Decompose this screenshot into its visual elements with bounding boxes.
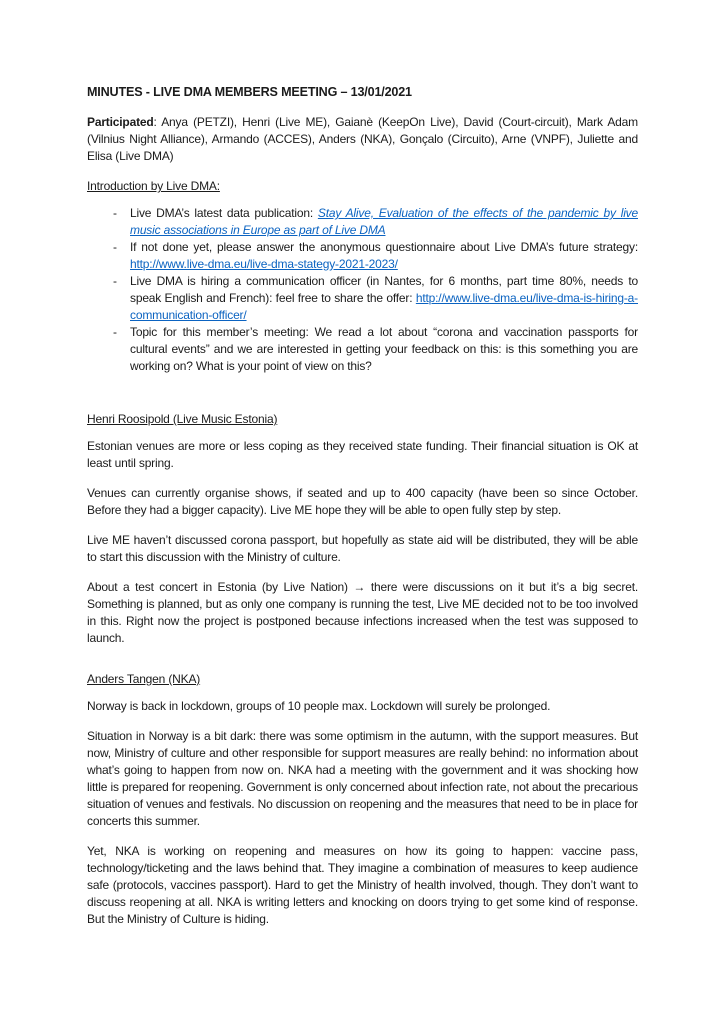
bullet-content: [130, 273, 638, 324]
paragraph: Estonian venues are more or less coping as they received state funding. Their financial situation is OK at least until spring.: [87, 439, 638, 470]
stay-alive-publication-link[interactable]: Stay Alive, Evaluation of the effects of the pandemic by live music associations in Europe as part of Live DMA: [130, 206, 638, 237]
bullet-dash: -: [113, 325, 117, 339]
hiring-offer-link[interactable]: http://www.live-dma.eu/live-dma-is-hiring-a-communication-officer/: [130, 291, 638, 322]
bullet-dash: -: [113, 240, 117, 254]
bullet-content: [130, 205, 638, 239]
paragraph: Yet, NKA is working on reopening and measures on how its going to happen: vaccine pass, technology/ticketing and the laws behind that. They imagine a combination of measures to keep audience safe (protocols, vaccines passport). Hard to get the Ministry of health involved, though. They don’t want to discuss reopening at all. NKA is writing letters and knocking on doors trying to get some kind of response. But the Ministry of Culture is hiding.: [87, 844, 638, 926]
paragraph: About a test concert in Estonia (by Live Nation) → there were discussions on it but it’s a big secret. Something is planned, but as only one company is running the test, Live ME decided not to be too involved in this. Right now the project is postponed because infections increased when the test was supposed to launch.: [87, 580, 638, 645]
bullet-dash: -: [113, 206, 117, 220]
bullet-content: [130, 324, 638, 375]
list-item: [113, 239, 638, 273]
paragraph: Norway is back in lockdown, groups of 10 people max. Lockdown will surely be prolonged.: [87, 699, 551, 713]
participants-label: Participated: [87, 115, 154, 129]
bullet-text: Live DMA’s latest data publication:: [130, 206, 318, 220]
participants-text: : Anya (PETZI), Henri (Live ME), Gaianè (KeepOn Live), David (Court-circuit), Mark Adam (Vilnius Night Alliance), Armando (ACCES), Anders (NKA), Gonçalo (Circuito), Arne (VNPF), Juliette and Elisa (Live DMA): [87, 115, 638, 163]
bullet-content: [130, 239, 638, 273]
list-item: [113, 273, 638, 324]
paragraph: Situation in Norway is a bit dark: there was some optimism in the autumn, with the support measures. But now, Ministry of culture and other responsible for support measures are really behind: no information about what’s going to happen from now on. NKA had a meeting with the government and it was shocking how little is prepared for reopening. Government is only concerned about infection rate, not about the precarious situation of venues and festivals. No discussion on reopening and the measures that need to be in place for concerts this summer.: [87, 729, 638, 828]
list-item: [113, 324, 638, 375]
paragraph: Live ME haven’t discussed corona passport, but hopefully as state aid will be distributed, they will be able to start this discussion with the Ministry of culture.: [87, 533, 638, 564]
bullet-text: Topic for this member’s meeting: We read a lot about “corona and vaccination passports for cultural events” and we are interested in getting your feedback on this: is this something you are working on? What is your point of view on this?: [130, 325, 638, 373]
document-title: MINUTES - LIVE DMA MEMBERS MEETING – 13/01/2021: [87, 85, 412, 99]
bullet-text: Live DMA is hiring a communication officer (in Nantes, for 6 months, part time 80%, needs to speak English and French): feel free to share the offer:: [130, 274, 638, 305]
intro-bullet-list: [87, 205, 638, 375]
document-content: [87, 84, 638, 941]
section-heading-introduction: Introduction by Live DMA:: [87, 179, 220, 193]
bullet-text: If not done yet, please answer the anonymous questionnaire about Live DMA’s future strategy:: [130, 240, 638, 254]
section-heading-anders-tangen: Anders Tangen (NKA): [87, 672, 201, 686]
section-heading-henri-roosipold: Henri Roosipold (Live Music Estonia): [87, 412, 278, 426]
paragraph: Venues can currently organise shows, if seated and up to 400 capacity (have been so since October. Before they had a bigger capacity). Live ME hope they will be able to open fully step by step.: [87, 486, 638, 517]
participants-paragraph: [87, 114, 638, 165]
strategy-questionnaire-link[interactable]: http://www.live-dma.eu/live-dma-stategy-2021-2023/: [130, 257, 398, 271]
bullet-dash: -: [113, 274, 117, 288]
list-item: [113, 205, 638, 239]
